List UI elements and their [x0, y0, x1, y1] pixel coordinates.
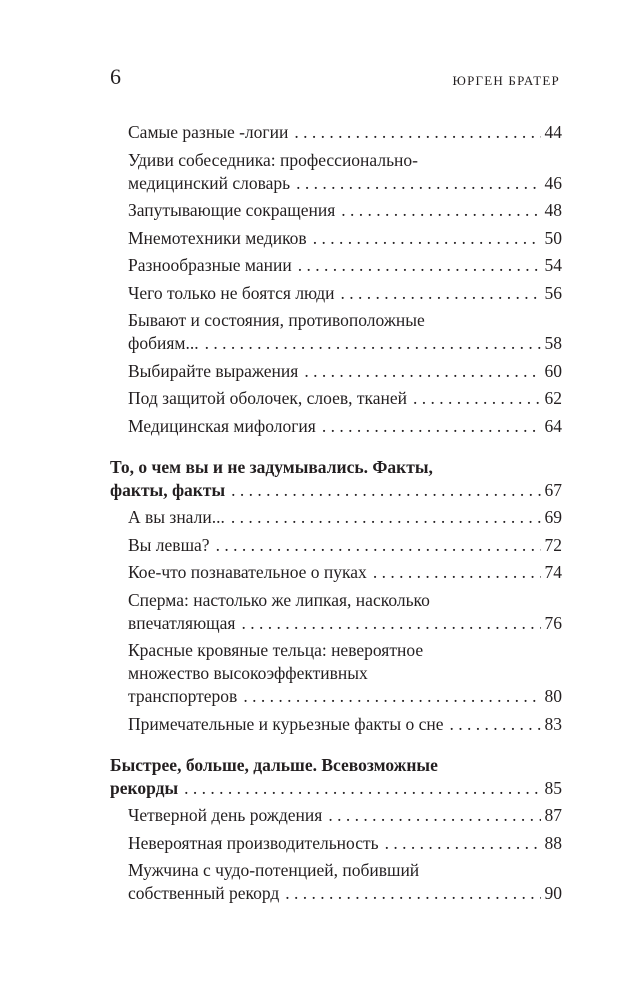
- toc-entry: [110, 227, 562, 250]
- toc-entry: [110, 561, 562, 584]
- toc-entry-final-line: [128, 360, 562, 383]
- dot-leader: [385, 832, 541, 855]
- dot-leader: [184, 777, 540, 800]
- toc-entry: [110, 360, 562, 383]
- toc-entry-final-line: [128, 534, 562, 557]
- dot-leader: [328, 804, 540, 827]
- toc-page-number: 90: [544, 883, 562, 903]
- toc-entry-final-line: [128, 415, 562, 438]
- toc-page-number: 48: [544, 200, 562, 220]
- toc-entry: [110, 859, 562, 905]
- dot-leader: [304, 360, 540, 383]
- toc-entry-title-line: Мнемотехники медиков: [128, 227, 307, 248]
- toc-page-number: 54: [544, 255, 562, 275]
- dot-leader: [231, 506, 541, 529]
- dot-leader: [341, 282, 541, 305]
- toc-page-number: 50: [544, 227, 562, 248]
- toc-entry-final-line: [128, 282, 562, 305]
- toc-entry-final-line: [128, 227, 562, 250]
- toc-entry-title-line: А вы знали...: [128, 507, 225, 527]
- toc-entry-title-line: Невероятная производительность: [128, 832, 379, 853]
- toc-entry-title-line: Под защитой оболочек, слоев, тканей: [128, 388, 408, 408]
- toc-entry: [110, 639, 562, 708]
- toc-page-number: 76: [544, 612, 562, 633]
- toc-entry-title-line: фобиям...: [128, 333, 199, 353]
- toc-entry-title-line: собственный рекорд: [128, 883, 280, 903]
- toc-page-number: 44: [544, 122, 562, 142]
- toc-entry-title-line: Мужчина с чудо-потенцией, побивший: [128, 860, 420, 880]
- toc-page-number: 56: [544, 282, 562, 303]
- toc-entry-final-line: [128, 254, 562, 277]
- toc-entry-title-line: Вы левша?: [128, 534, 210, 555]
- toc-chapter-entry: [110, 754, 562, 800]
- dot-leader: [294, 121, 540, 144]
- toc-entry: [110, 121, 562, 144]
- toc-entry: [110, 387, 562, 410]
- toc-page-number: 74: [544, 562, 562, 582]
- toc-page-number: 62: [544, 388, 562, 408]
- toc-entry: [110, 415, 562, 438]
- toc-entry-final-line: [110, 777, 562, 800]
- toc-entry-title-line: медицинский словарь: [128, 172, 291, 193]
- toc-page-number: 46: [544, 172, 562, 193]
- toc-entry: [110, 282, 562, 305]
- dot-leader: [341, 199, 540, 222]
- toc-page-number: 60: [544, 360, 562, 381]
- toc-entry-final-line: [128, 121, 562, 144]
- toc-entry-final-line: [128, 713, 562, 736]
- toc-entry-final-line: [128, 685, 562, 708]
- toc-entry-title-line: Самые разные -логии: [128, 122, 289, 142]
- toc-entry-final-line: [128, 804, 562, 827]
- toc-entry-title-line: факты, факты: [110, 479, 226, 500]
- toc-page-number: 80: [544, 686, 562, 706]
- page-number: 6: [110, 64, 121, 89]
- toc-entry-title-line: Выбирайте выражения: [128, 360, 299, 381]
- toc-entry-final-line: [110, 479, 562, 502]
- toc-entry-title-line: Удиви собеседника: профессионально-: [128, 149, 418, 170]
- dot-leader: [373, 561, 541, 584]
- table-of-contents: [110, 121, 562, 910]
- running-head: ЮРГЕН БРАТЕР: [452, 73, 560, 88]
- toc-entry: [110, 832, 562, 855]
- toc-entry-title-line: Медицинская мифология: [128, 415, 316, 436]
- toc-entry-final-line: [128, 561, 562, 584]
- toc-entry-title-line: рекорды: [110, 777, 179, 798]
- dot-leader: [205, 332, 541, 355]
- toc-entry-title-line: транспортеров: [128, 686, 238, 706]
- dot-leader: [313, 227, 541, 250]
- toc-entry-final-line: [128, 506, 562, 529]
- toc-entry-title-line: Разнообразные мании: [128, 255, 292, 275]
- dot-leader: [216, 534, 541, 557]
- toc-entry-final-line: [128, 612, 562, 635]
- dot-leader: [296, 172, 540, 195]
- toc-entry-title-line: Примечательные и курьезные факты о сне: [128, 713, 444, 734]
- toc-entry-title-line: То, о чем вы и не задумывались. Факты,: [110, 456, 433, 477]
- toc-entry-title-line: Красные кровяные тельца: невероятное: [128, 640, 424, 660]
- toc-entry: [110, 199, 562, 222]
- toc-entry: [110, 309, 562, 355]
- dot-leader: [231, 479, 540, 502]
- toc-entry-title-line: Кое-что познавательное о пуках: [128, 562, 367, 582]
- toc-entry-title-line: Чего только не боятся люди: [128, 282, 335, 303]
- toc-chapter-entry: [110, 456, 562, 502]
- toc-page-number: 69: [544, 507, 562, 527]
- toc-entry-title-line: Сперма: настолько же липкая, насколько: [128, 589, 430, 610]
- dot-leader: [450, 713, 541, 736]
- toc-entry: [110, 804, 562, 827]
- toc-entry-title-line: Бывают и состояния, противоположные: [128, 310, 425, 330]
- dot-leader: [413, 387, 540, 410]
- toc-entry-title-line: множество высокоэффективных: [128, 663, 368, 683]
- dot-leader: [298, 254, 541, 277]
- toc-entry-final-line: [128, 172, 562, 195]
- toc-page-number: 58: [544, 333, 562, 353]
- dot-leader: [241, 612, 540, 635]
- toc-entry-title-line: Быстрее, больше, дальше. Всевозможные: [110, 754, 438, 775]
- toc-page-number: 67: [544, 479, 562, 500]
- dot-leader: [322, 415, 541, 438]
- toc-entry-final-line: [128, 199, 562, 222]
- toc-page-number: 85: [544, 777, 562, 798]
- toc-entry-title-line: впечатляющая: [128, 612, 236, 633]
- toc-entry-final-line: [128, 882, 562, 905]
- toc-entry: [110, 534, 562, 557]
- toc-entry: [110, 254, 562, 277]
- toc-entry: [110, 713, 562, 736]
- toc-page-number: 88: [544, 832, 562, 853]
- toc-entry: [110, 589, 562, 635]
- toc-page-number: 87: [544, 805, 562, 825]
- toc-entry-final-line: [128, 832, 562, 855]
- toc-entry-title-line: Запутывающие сокращения: [128, 200, 336, 220]
- dot-leader: [243, 685, 540, 708]
- toc-page-number: 64: [544, 415, 562, 436]
- toc-page-number: 83: [544, 713, 562, 734]
- toc-entry-title-line: Четверной день рождения: [128, 805, 323, 825]
- toc-entry-final-line: [128, 332, 562, 355]
- dot-leader: [285, 882, 540, 905]
- toc-entry-final-line: [128, 387, 562, 410]
- toc-entry: [110, 506, 562, 529]
- toc-entry: [110, 149, 562, 195]
- toc-page-number: 72: [544, 534, 562, 555]
